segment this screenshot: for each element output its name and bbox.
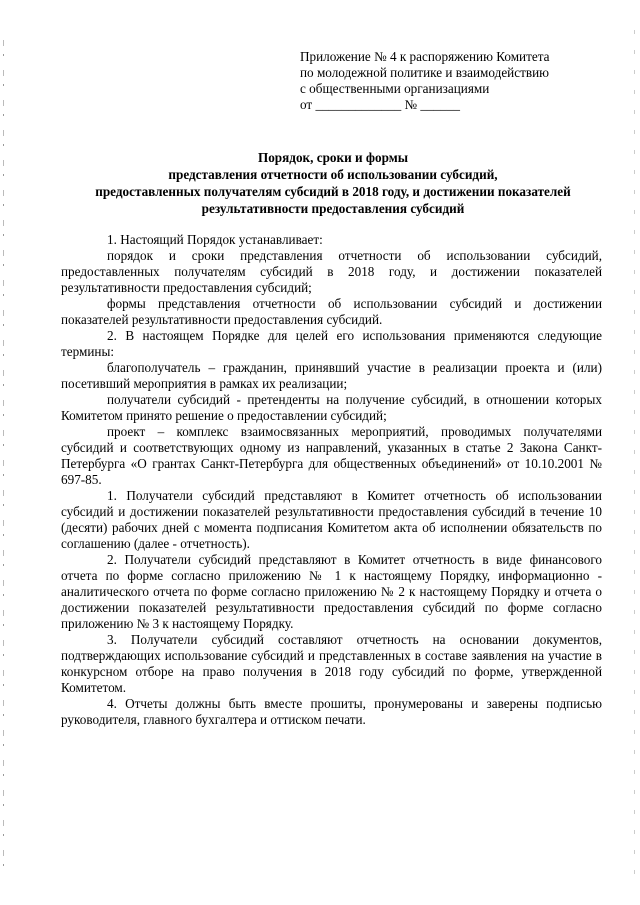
paragraph-1: 1. Настоящий Порядок устанавливает: [107, 232, 323, 247]
paragraph-8: 1. Получатели субсидий представляют в Комитет отчетность об использовании субсидий и достижении показателей результативности предоставления субсидий в течение 10 (десяти) рабочих дней с момента подписания Комитетом акта об исполнении обязательств по соглашению (далее - отчетность). [61, 488, 602, 551]
paragraph-9: 2. Получатели субсидий представляют в Комитет отчетность в виде финансового отчета по форме согласно приложению № 1 к настоящему Порядку, информационно - аналитического отчета по форме согласно приложению № 2 к настоящему Порядку и отчета о достижении показателей результативности предоставления субсидий по форме согласно приложению № 3 к настоящему Порядку. [61, 552, 602, 631]
paragraph-7: проект – комплекс взаимосвязанных мероприятий, проводимых получателями субсидий и соответствующих одному из направлений, указанных в статье 2 Закона Санкт-Петербурга «О грантах Санкт-Петербурга для общественных объединений» от 10.10.2001 № 697-85. [61, 424, 602, 487]
appendix-line-3: с общественными организациями [300, 81, 490, 96]
paragraph-3: формы представления отчетности об использовании субсидий и достижении показателей результативности предоставления субсидий. [61, 296, 602, 327]
paragraph-10: 3. Получатели субсидий составляют отчетность на основании документов, подтверждающих использование субсидий и представленных в составе заявления на участие в конкурсном отборе на право получения в 2018 году субсидий по форме, утвержденной Комитетом. [61, 632, 602, 695]
document-title [40, 149, 626, 217]
paragraph-11: 4. Отчеты должны быть вместе прошиты, пронумерованы и заверены подписью руководителя, главного бухгалтера и оттиском печати. [61, 696, 602, 727]
document-body [61, 232, 602, 728]
paragraph-4: 2. В настоящем Порядке для целей его использования применяются следующие термины: [61, 328, 602, 359]
appendix-line-1: Приложение № 4 к распоряжению Комитета [300, 49, 550, 64]
appendix-line-4: от _____________ № ______ [300, 97, 460, 112]
paragraph-6: получатели субсидий - претенденты на получение субсидий, в отношении которых Комитетом принято решение о предоставлении субсидий; [61, 392, 602, 423]
paragraph-5: благополучатель – гражданин, принявший участие в реализации проекта и (или) посетивший мероприятия в рамках их реализации; [61, 360, 602, 391]
title-line-3: предоставленных получателям субсидий в 2018 году, и достижении показателей [95, 184, 571, 199]
scan-edge-right [634, 30, 635, 890]
appendix-line-2: по молодежной политике и взаимодействию [300, 65, 549, 80]
title-line-4: результативности предоставления субсидий [201, 201, 465, 216]
title-line-2: представления отчетности об использовании субсидий, [168, 167, 498, 182]
title-line-1: Порядок, сроки и формы [257, 150, 409, 165]
paragraph-2: порядок и сроки представления отчетности об использовании субсидий, предоставленных получателям субсидий в 2018 году, и достижении показателей результативности предоставления субсидий; [61, 248, 602, 295]
appendix-header [300, 49, 600, 113]
scan-edge-left [3, 40, 4, 870]
